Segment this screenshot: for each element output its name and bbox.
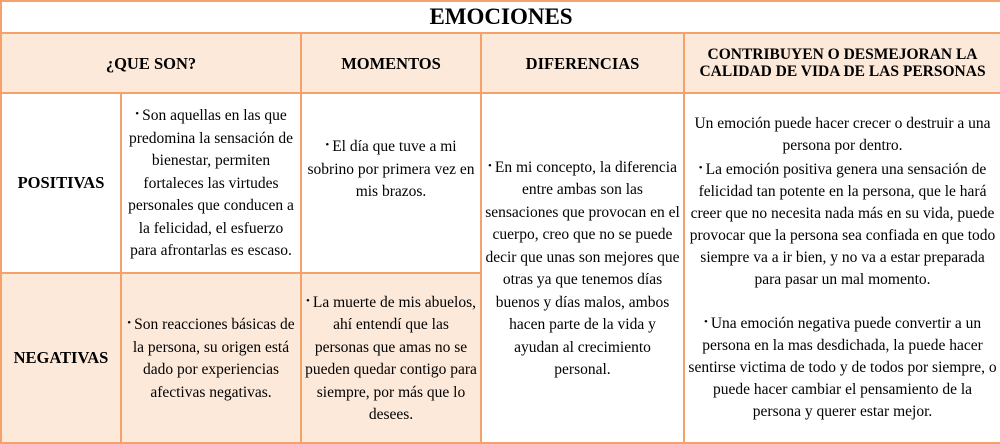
- cell-diferencias: [481, 93, 684, 443]
- bullet-icon: •: [703, 316, 708, 328]
- contribuyen-negativa: Una emoción negativa puede convertir a un persona en la mas desdichada, la puede hacer sentirse victima de todo y de todos por siempre, o puede hacer cambiar el pensamiento de la persona y querer estar mejor.: [688, 315, 997, 420]
- cell-negativas-que-son: [121, 273, 301, 443]
- bullet-icon: •: [325, 139, 330, 151]
- cell-positivas-que-son: [121, 93, 301, 273]
- row-label-positivas: POSITIVAS: [1, 93, 121, 273]
- cell-negativas-momento: [301, 273, 481, 443]
- header-contribuyen: CONTRIBUYEN O DESMEJORAN LA CALIDAD DE VIDA DE LAS PERSONAS: [684, 33, 1000, 93]
- positivas-momento-text: El día que tuve a mi sobrino por primera vez en mis brazos.: [307, 138, 475, 200]
- header-diferencias: DIFERENCIAS: [481, 33, 684, 93]
- bullet-icon: •: [135, 108, 140, 121]
- bullet-icon: •: [488, 159, 492, 172]
- bullet-icon: •: [698, 162, 703, 174]
- bullet-icon: •: [306, 294, 310, 307]
- cell-contribuyen: [684, 93, 1000, 443]
- diferencias-text: En mi concepto, la diferencia entre ambas son las sensaciones que provocan en el cuerpo, creo que no se puede decir que unas son mejores que otras ya que tenemos días buenos y días malos, ambos hacen parte de la vida y ayudan al crecimiento personal.: [485, 158, 680, 378]
- cell-positivas-momento: [301, 93, 481, 273]
- contribuyen-intro: Un emoción puede hacer crecer o destruir a una persona por dentro.: [694, 115, 991, 154]
- negativas-que-son-text: Son reacciones básicas de la persona, su origen está dado por experiencias afectivas negativas.: [132, 316, 295, 401]
- contribuyen-positiva: La emoción positiva genera una sensación de felicidad tan potente en la persona, que le hará creer que no necesita nada más en su vida, puede provocar que la persona sea confiada en que todo siempre va a ir bien, y no va a estar preparada para pasar un mal momento.: [689, 161, 996, 288]
- bullet-icon: •: [127, 317, 132, 329]
- row-label-negativas: NEGATIVAS: [1, 273, 121, 443]
- positivas-que-son-text: Son aquellas en las que predomina la sensación de bienestar, permiten fortaleces las virtudes personales que conducen a la felicidad, el esfuerzo para afrontarlas es escaso.: [128, 107, 294, 260]
- table-title: EMOCIONES: [1, 1, 1000, 33]
- header-momentos: MOMENTOS: [301, 33, 481, 93]
- negativas-momento-text: La muerte de mis abuelos, ahí entendí que las personas que amas no se pueden quedar contigo para siempre, por más que lo desees.: [305, 293, 477, 423]
- header-que-son: ¿QUE SON?: [1, 33, 301, 93]
